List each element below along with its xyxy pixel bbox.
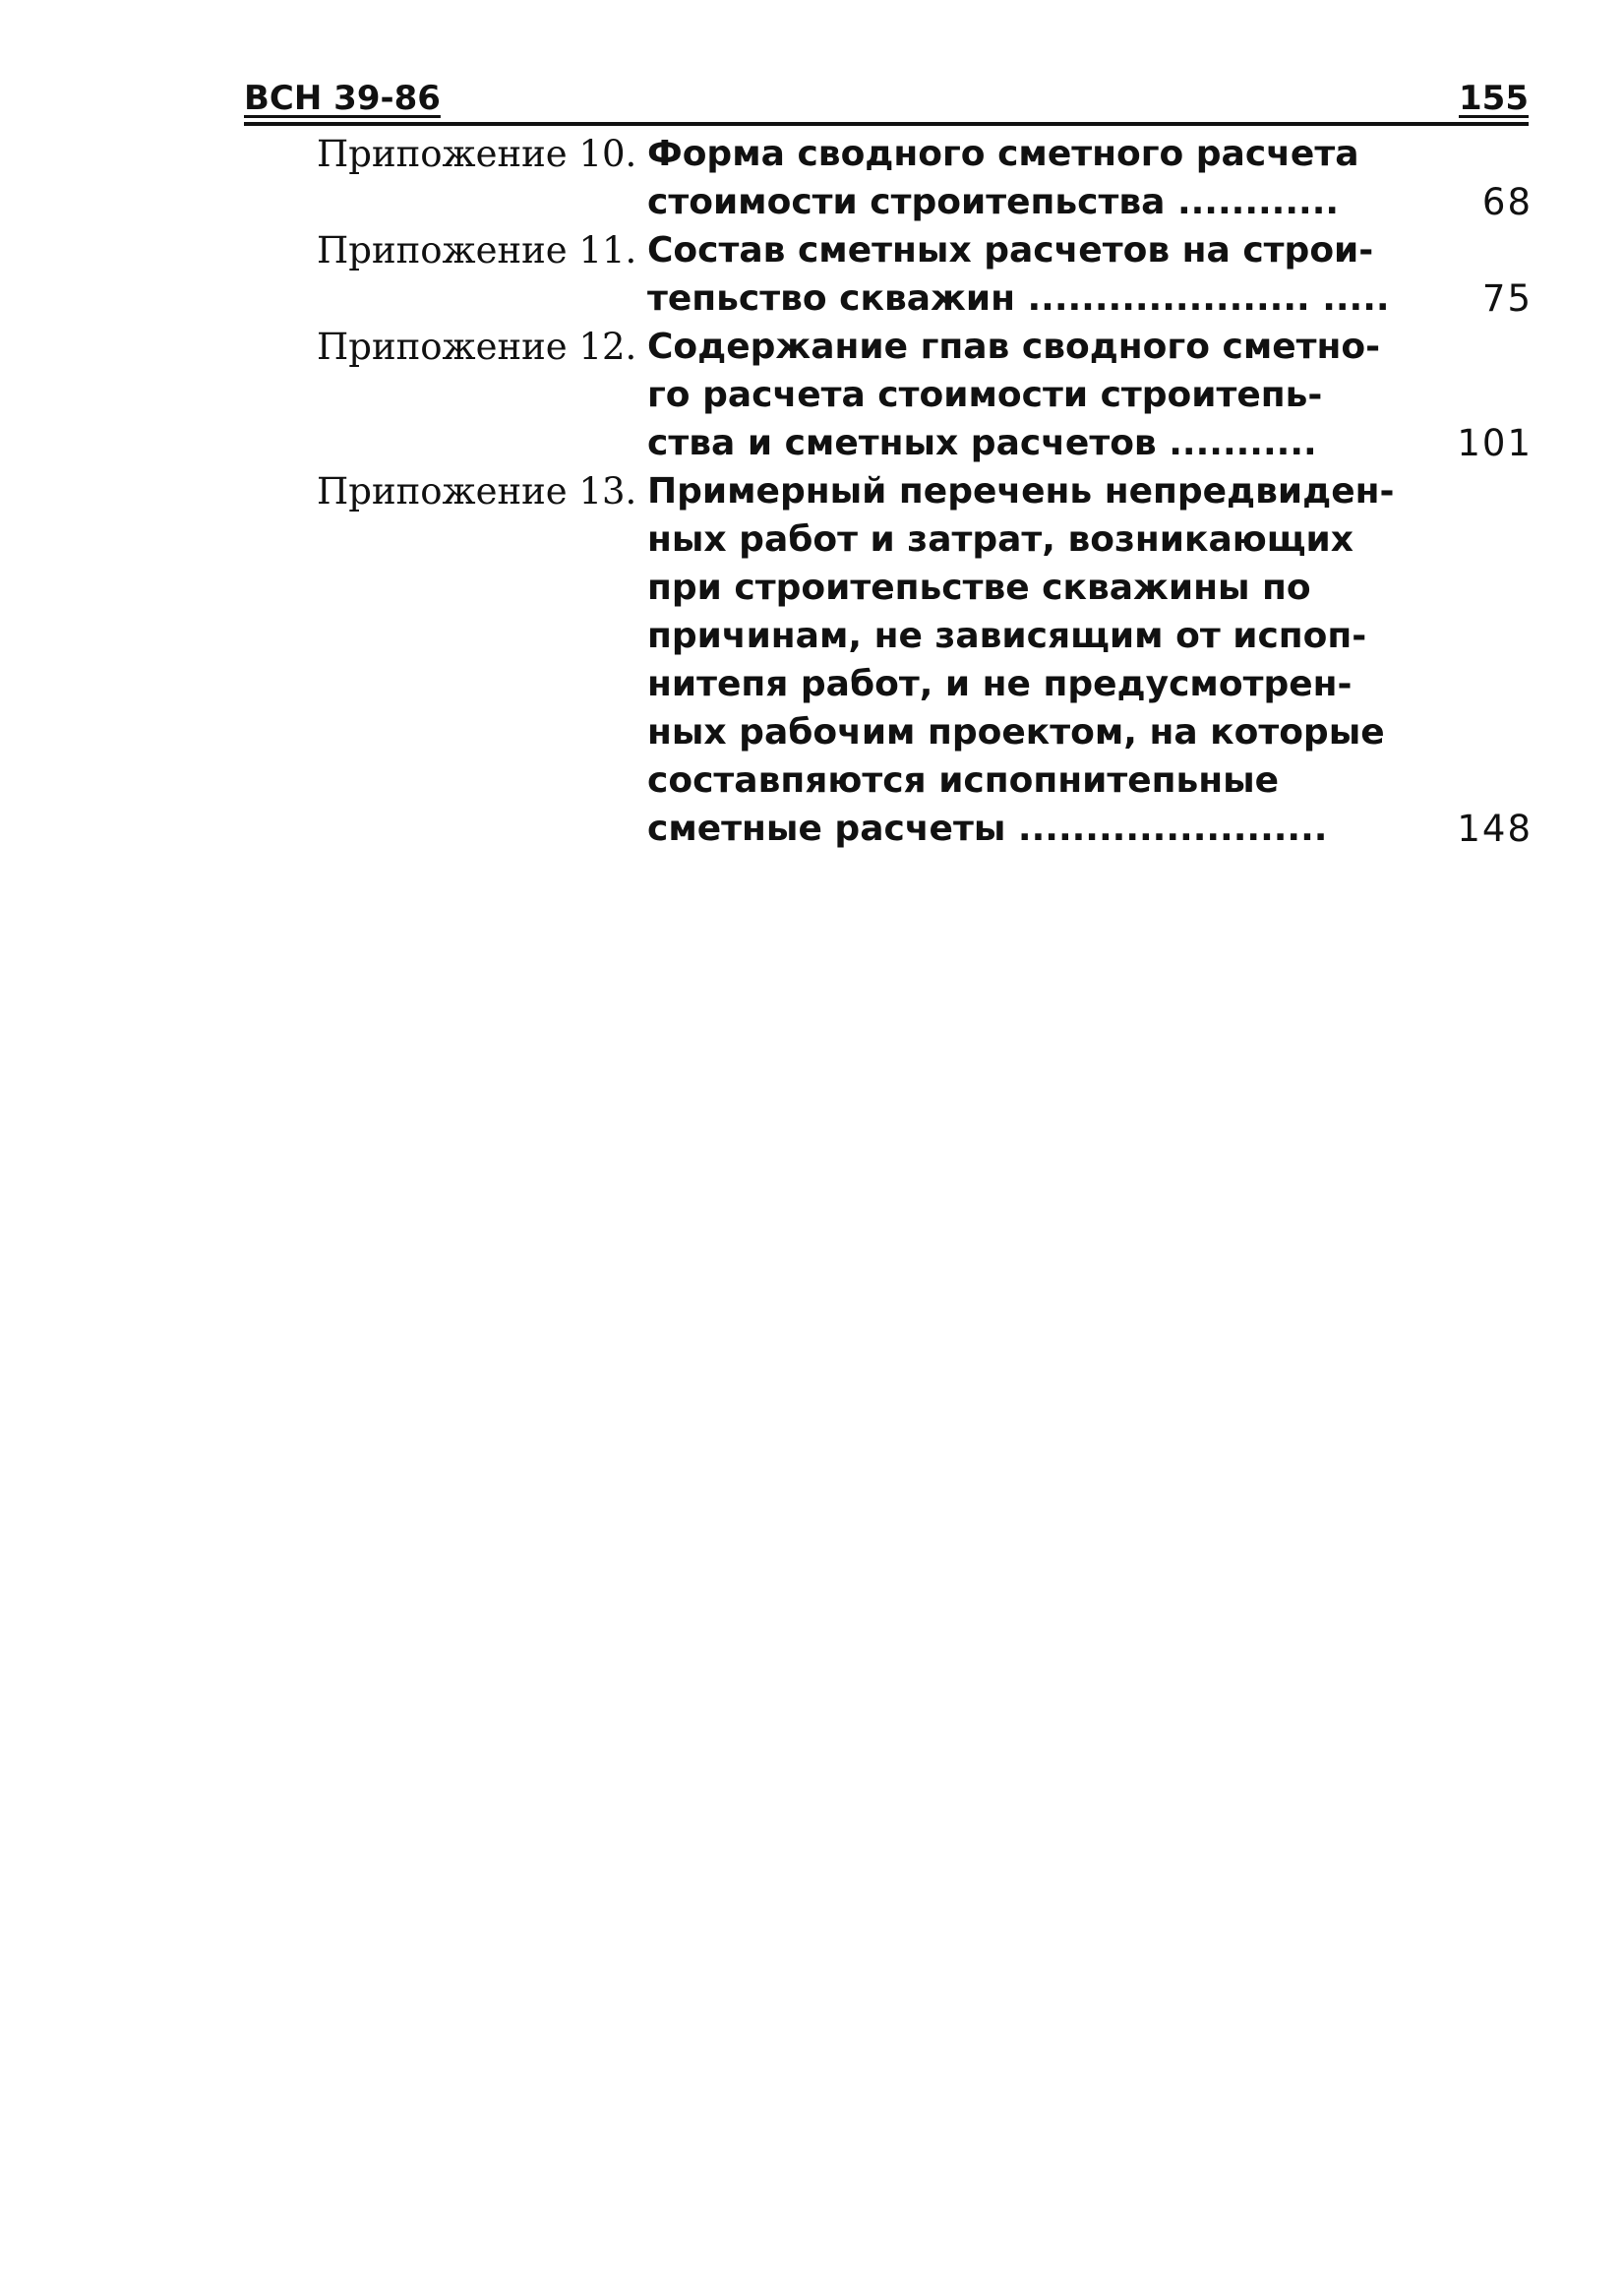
toc-page-ref: 101 (1457, 422, 1533, 464)
toc-title-line: ства и сметных расчетов ........... 101 (647, 419, 1533, 467)
toc-entry-title (647, 467, 1533, 853)
doc-code: ВСН 39-86 (244, 79, 441, 118)
toc-entry-appendix-13 (317, 467, 1533, 853)
toc-title-line: го расчета стоимости строитепь- (647, 375, 1323, 415)
toc-title-line: Состав сметных расчетов на строи- (647, 230, 1374, 271)
toc-title-line: ных работ и затрат, возникающих (647, 519, 1353, 560)
toc-entry-label: Припожение 11. (317, 229, 637, 271)
toc-title-line: тепьство скважин ..................... ..... 75 (647, 274, 1533, 323)
toc-entry-title (647, 226, 1533, 323)
toc-entry-title (647, 323, 1533, 467)
table-of-contents (317, 130, 1533, 853)
toc-title-line: Содержание гпав сводного сметно- (647, 327, 1381, 367)
toc-entry-title (647, 130, 1533, 226)
toc-title-line: Примерный перечень непредвиден- (647, 471, 1395, 512)
toc-title-line: составпяются испопнитепьные (647, 760, 1280, 801)
toc-page-ref: 148 (1457, 808, 1533, 850)
toc-page-ref: 68 (1481, 181, 1533, 223)
toc-title-line: ных рабочим проектом, на которые (647, 712, 1385, 753)
toc-title-line: Форма сводного сметного расчета (647, 134, 1359, 174)
toc-entry-label: Припожение 13. (317, 470, 637, 512)
toc-entry-label: Припожение 10. (317, 133, 637, 175)
page-header (244, 77, 1529, 126)
toc-title-line: стоимости строитепьства ............ 68 (647, 178, 1533, 226)
toc-entry-appendix-10 (317, 130, 1533, 226)
toc-title-line: причинам, не зависящим от испоп- (647, 616, 1367, 656)
toc-entry-label: Припожение 12. (317, 326, 637, 368)
page-number: 155 (1459, 79, 1529, 118)
toc-title-line: при строитепьстве скважины по (647, 568, 1311, 608)
toc-title-line: нитепя работ, и не предусмотрен- (647, 664, 1353, 704)
toc-page-ref: 75 (1481, 277, 1533, 320)
toc-title-line: сметные расчеты ....................... 148 (647, 805, 1533, 853)
toc-entry-appendix-12 (317, 323, 1533, 467)
toc-entry-appendix-11 (317, 226, 1533, 323)
